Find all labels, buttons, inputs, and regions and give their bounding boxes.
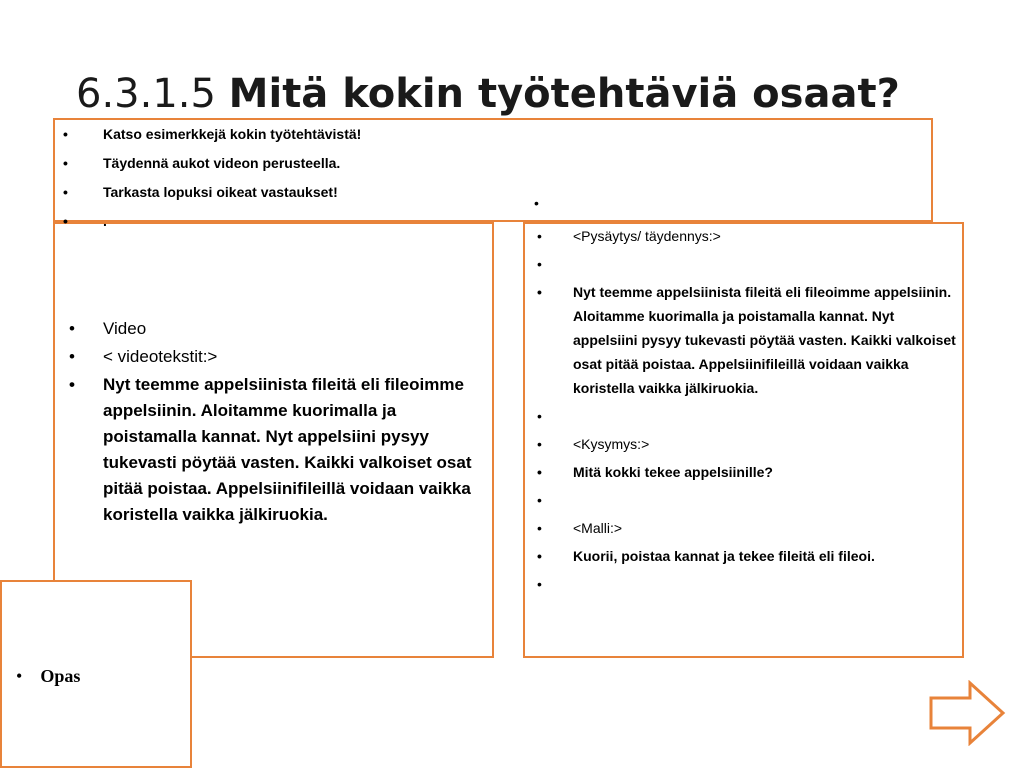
model-label: • <Malli:> (537, 516, 957, 540)
right-arrow-icon[interactable] (928, 680, 1006, 746)
empty-bullet (537, 572, 957, 596)
answer-list (537, 224, 957, 600)
question-label: • <Kysymys:> (537, 432, 957, 456)
instruction-item: • Täydennä aukot videon perusteella. (55, 149, 361, 178)
video-transcript: • Nyt teemme appelsiinista fileitä eli fileoimme appelsiinin. Aloitamme kuorimalla ja poistamalla kannat. Nyt appelsiini pysyy tukevasti pöytää vasten. Kaikki valkoiset osat pitää poistaa. Appelsiinifileillä voidaan vaikka koristella vaikka jälkiruokia. (67, 372, 487, 528)
guide-label[interactable]: Opas (40, 666, 81, 686)
empty-bullet (537, 488, 957, 512)
bullet-marker: • (534, 195, 539, 211)
model-answer: • Kuorii, poistaa kannat ja tekee fileitä eli fileoi. (537, 544, 957, 568)
title-text: Mitä kokin työtehtäviä osaat? (228, 71, 900, 117)
empty-bullet (537, 252, 957, 276)
video-label: • Video (67, 316, 487, 342)
instruction-item: • . (55, 207, 361, 236)
video-list (67, 316, 487, 530)
pause-fill-label: • <Pysäytys/ täydennys:> (537, 224, 957, 248)
guide-box[interactable] (0, 580, 192, 768)
video-subtitles-label: • < videotekstit:> (67, 344, 487, 370)
answer-transcript: • Nyt teemme appelsiinista fileitä eli fileoimme appelsiinin. Aloitamme kuorimalla ja poistamalla kannat. Nyt appelsiini pysyy tukevasti pöytää vasten. Kaikki valkoiset osat pitää poistaa. Appelsiinifileillä voidaan vaikka koristella vaikka jälkiruokia. (537, 280, 957, 400)
question-text: • Mitä kokki tekee appelsiinille? (537, 460, 957, 484)
bullet-marker: • (16, 666, 23, 686)
instruction-item: • Tarkasta lopuksi oikeat vastaukset! (55, 178, 361, 207)
guide-item[interactable] (16, 666, 80, 687)
instructions-list (55, 120, 361, 236)
instruction-item: • Katso esimerkkejä kokin työtehtävistä! (55, 120, 361, 149)
instructions-box (53, 118, 933, 229)
answer-panel (523, 222, 964, 658)
page-title (76, 66, 900, 122)
title-number: 6.3.1.5 (76, 71, 216, 117)
empty-bullet (537, 404, 957, 428)
